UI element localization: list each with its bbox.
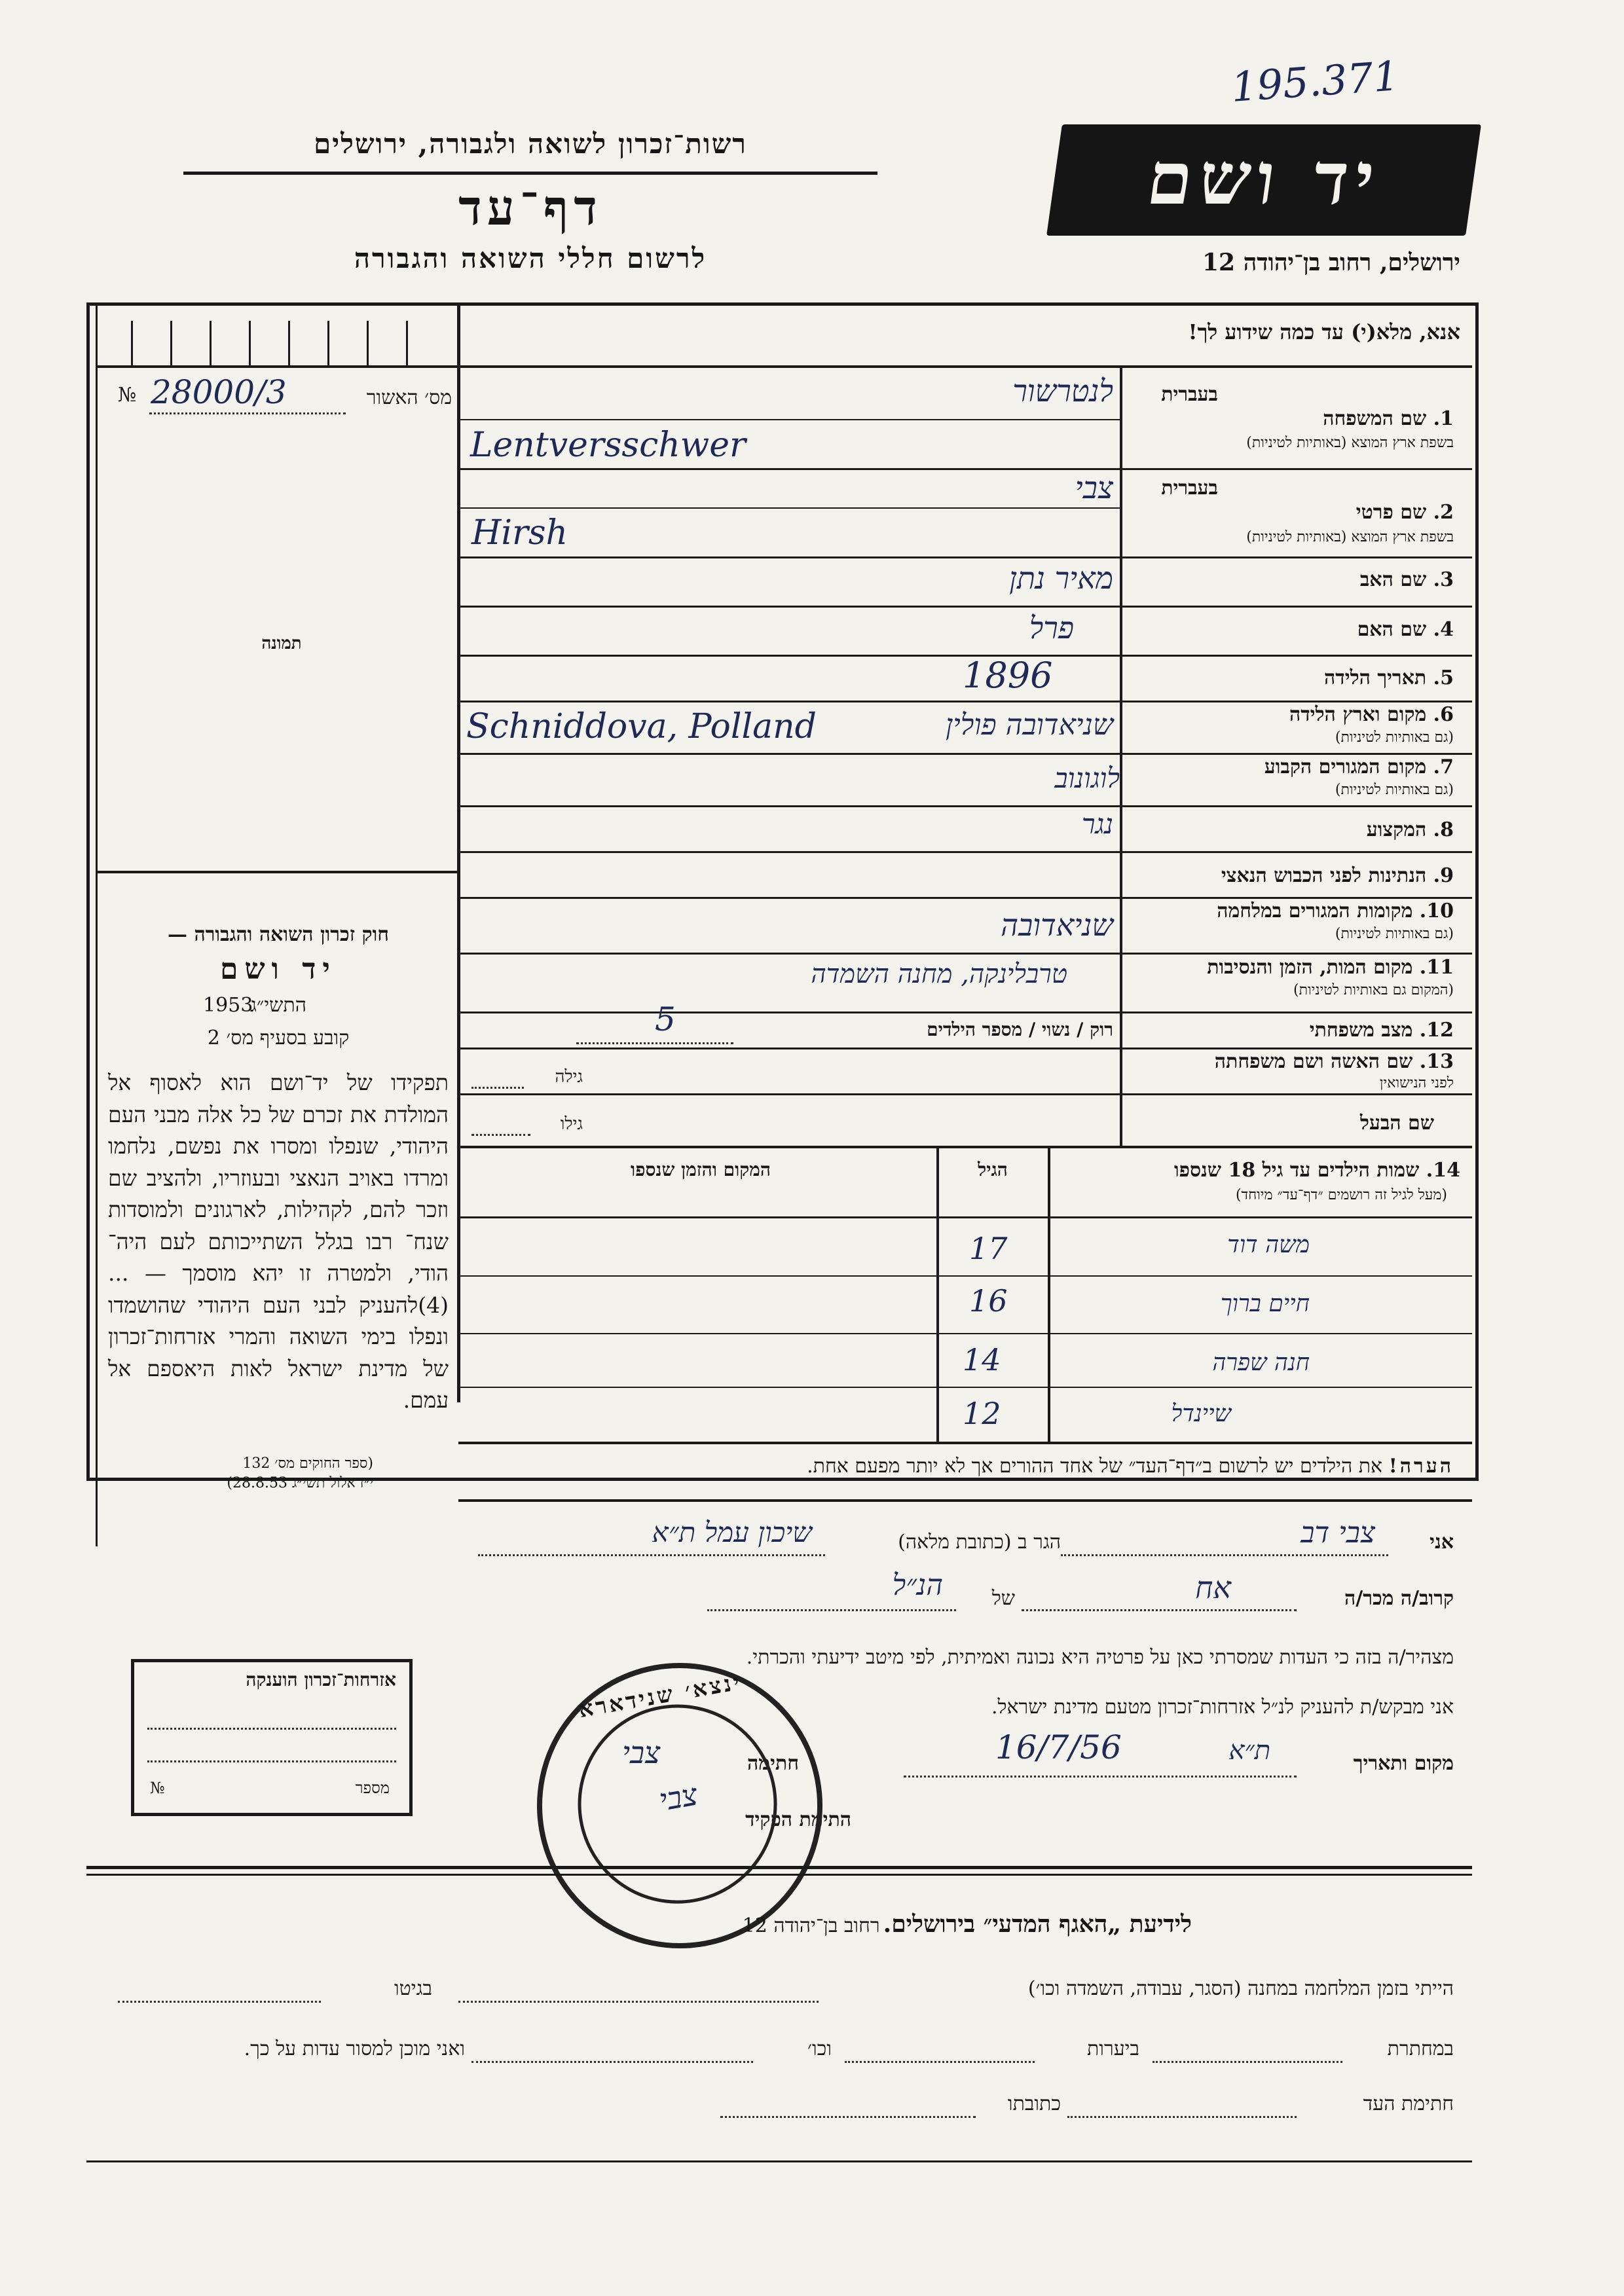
children-col-age-header: הגיל [978, 1159, 1008, 1180]
field6-latin-note: (גם באותיות לטיניות) [1335, 729, 1454, 746]
tick-mark [170, 321, 172, 367]
top-instruction: אנא, מלא(י) עד כמה שידוע לך! [1188, 319, 1460, 344]
field2-latin-value: Hirsh [471, 513, 568, 553]
law-logo: יד ושם [220, 953, 337, 986]
scientific-line2-dotline-b [845, 2061, 1035, 2063]
row-line [458, 953, 1472, 955]
note-bottom-line [458, 1499, 1472, 1502]
husband-label: שם הבעל [1359, 1112, 1434, 1135]
field12-children-value: 5 [655, 1000, 676, 1038]
scientific-line2-c: וכו׳ [807, 2037, 832, 2060]
relative-label: קרוב/ה מכר/ה [1344, 1587, 1454, 1610]
law-title: חוק זכרון השואה והגבורה — [168, 923, 389, 946]
scientific-line1-a: הייתי בזמן המלחמה במחנה (הסגר, עבודה, השמדה וכו׳) [1027, 1977, 1454, 2000]
row-line [458, 851, 1472, 853]
stamp-text: ינצא׳ שנידארא [576, 1669, 745, 1724]
approval-number: 28000/3 [151, 373, 287, 411]
official-signature-label: התימת הפקיד [745, 1808, 851, 1831]
children-row-line [458, 1333, 1472, 1334]
place-date-dotline [904, 1776, 1297, 1777]
lang-hebrew-2: בעברית [1161, 477, 1218, 500]
sub-line [458, 507, 1121, 509]
scientific-line2-dotline-c [471, 2061, 753, 2063]
row-line [458, 1093, 1472, 1095]
note-row [471, 1455, 1454, 1478]
signature-label: חתימה [747, 1752, 799, 1775]
stamp-center: צבי [656, 1776, 701, 1818]
declarant-address-dotline [478, 1554, 825, 1556]
note-label: הערה! [1388, 1455, 1454, 1478]
scientific-line2-d: ואני מוכן למסור עדות על כך. [244, 2037, 465, 2060]
age-wife-dotline [471, 1087, 524, 1089]
relation-value: אח [1195, 1570, 1231, 1605]
field7-label: 7. מקום המגורים הקבוע [1264, 756, 1454, 778]
field4-label: 4. שם האם [1357, 618, 1454, 641]
child-name: שיינדל [1171, 1400, 1231, 1427]
age-husband-dotline [471, 1134, 530, 1136]
scientific-title: לידיעת „האגף המדעי״ בירושלים. [883, 1910, 1192, 1938]
field7-latin-note: (גם באותיות לטיניות) [1335, 782, 1454, 798]
bottom-border [86, 2160, 1472, 2162]
declarant-name-value: צבי דב [1301, 1516, 1375, 1550]
tick-mark [406, 321, 408, 367]
of-dotline [707, 1609, 956, 1611]
top-instruction-line [458, 365, 1472, 368]
row-line [458, 556, 1472, 558]
field10-value: שניאדובה [1001, 907, 1113, 943]
citizenship-dotline [147, 1760, 396, 1762]
scientific-line1-dotline [458, 2001, 819, 2003]
children-col-name [1048, 1147, 1050, 1442]
lang-origin-2: בשפת ארץ המוצא (באותיות לטיניות) [1246, 529, 1454, 545]
approval-label: מס׳ האשור [366, 386, 452, 409]
request-text: אני מבקש/ת להעניק לנ״ל אזרחות־זכרון מטעם מדינת ישראל. [991, 1696, 1454, 1719]
scientific-line2-b: ביערות [1086, 2037, 1139, 2060]
field13-note: לפני הנישואין [1379, 1075, 1454, 1091]
field2-hebrew-value: צבי [1075, 470, 1113, 505]
law-clause: קובע בסעיף מס׳ 2 [207, 1027, 350, 1049]
child-age: 16 [969, 1283, 1008, 1319]
field1-hebrew-value: לנטרשור [1012, 373, 1113, 409]
field10-latin-note: (גם באותיות לטיניות) [1335, 926, 1454, 942]
scientific-line3-b: כתובתו [1007, 2092, 1061, 2115]
section-divider [86, 1866, 1472, 1869]
children-col-place-header: המקום והזמן שנספו [631, 1159, 771, 1180]
tick-mark [131, 321, 133, 367]
lang-hebrew-1: בעברית [1161, 383, 1218, 406]
of-value: הנ״ל [892, 1569, 943, 1602]
field3-value: מאיר נתן [1009, 560, 1113, 596]
photo-box-bottom [97, 871, 458, 873]
approval-dotline [149, 412, 346, 414]
institution-underline [183, 172, 877, 175]
tick-mark [327, 321, 329, 367]
field1-latin-value: Lentversschwer [470, 426, 746, 465]
approval-prefix: № [118, 384, 137, 407]
tick-mark [249, 321, 251, 367]
field7-value: לוגונוב [1054, 762, 1120, 794]
citizenship-dotline [147, 1728, 396, 1730]
logo-text: יד ושם [1141, 136, 1386, 221]
field11-value: טרבלינקה, מחנה השמדה [811, 959, 1067, 989]
field10-label: 10. מקומות המגורים במלחמה [1217, 900, 1454, 922]
age-label-husband: גילו [560, 1114, 583, 1134]
children-title-note: (מעל לגיל זה רושמים ״דף־עד״ מיוחד) [1235, 1187, 1447, 1203]
scientific-line1-b: בגיטו [394, 1977, 432, 2000]
photo-label: תמונה [261, 634, 302, 653]
row-line [458, 606, 1472, 608]
field11-label: 11. מקום המות, הזמן והנסיבות [1207, 956, 1454, 979]
place-date-label: מקום ותאריך [1353, 1752, 1454, 1775]
place-value: ת״א [1228, 1736, 1270, 1766]
field11-note: (המקום גם באותיות לטיניות) [1293, 982, 1454, 998]
children-title: 14. שמות הילדים עד גיל 18 שנספו [1173, 1159, 1460, 1182]
field13-label: 13. שם האשה ושם משפחתה [1214, 1050, 1454, 1073]
field6-label: 6. מקום וארץ הלידה [1289, 703, 1454, 726]
yad-vashem-logo [1046, 124, 1481, 236]
child-name: חנה שפרה [1212, 1349, 1310, 1376]
row-line [458, 468, 1472, 470]
field5-value: 1896 [963, 655, 1053, 696]
declarant-name-dotline [1061, 1554, 1388, 1556]
field3-label: 3. שם האב [1359, 568, 1454, 591]
tick-mark [288, 321, 290, 367]
field6-hebrew-value: שניאדובה פולין [946, 708, 1113, 742]
law-text: תפקידו של יד־ושם הוא לאסוף אל המולדת את זכרם של כל אלה מבני העם היהודי, שנפלו ומסרו את נפשם, נלחמו ומרדו באויב הנאצי ובעוזריו, ולהציב שם וזכר להם, לקהילות, לארגונים ולמוסדות שנח־ רבו בגלל השתייכותם לעם היה־ הודי, ולמטרה זו יהא מוסמך — ...(4)להעניק לבני העם היהודי שהושמדו ונפלו בימי השואה והמרי אזרחות־זכרון של מדינת ישראל לאות היאספם אל עמם. [108, 1070, 449, 1413]
row-line [458, 1048, 1472, 1049]
law-year-he: התשי״ג [250, 994, 306, 1017]
scientific-line3-a: חתימת העד [1363, 2092, 1454, 2115]
child-name: חיים ברוך [1220, 1290, 1310, 1317]
relation-dotline [1022, 1609, 1297, 1611]
field12-label: 12. מצב משפחתי [1309, 1019, 1454, 1042]
declarant-address-value: שיכון עמל ת״א [652, 1516, 812, 1548]
child-age: 12 [963, 1396, 1001, 1431]
children-header-line [458, 1216, 1472, 1218]
field2-label: 2. שם פרטי [1356, 501, 1454, 524]
children-row-line [458, 1387, 1472, 1388]
field4-value: פרל [1029, 610, 1074, 646]
note-top-line [458, 1442, 1472, 1444]
citizenship-box-title: אזרחות־זכרון הוענקה [246, 1669, 396, 1690]
scientific-address: רחוב בן־יהודה 12 [742, 1914, 880, 1937]
scientific-heading [458, 1910, 1192, 1938]
declarant-resides-label: הגר ב (כתובת מלאה) [898, 1531, 1061, 1554]
field5-label: 5. תאריך הלידה [1324, 666, 1454, 689]
field12-options: רוק / נשוי / מספר הילדים [927, 1019, 1113, 1040]
field8-value: נגר [1081, 808, 1113, 840]
sub-line [458, 419, 1121, 420]
law-footnote-1: (ספר החוקים מס׳ 132 [242, 1455, 373, 1472]
row-line [458, 805, 1472, 807]
row-line [458, 753, 1472, 755]
section-divider [86, 1874, 1472, 1876]
citizenship-number-prefix: № [150, 1779, 165, 1797]
declaration-text: מצהיר/ה בזה כי העדות שמסרתי כאן על פרטיה היא נכונה ואמיתית, לפי מיטב ידיעתי והכרתי. [746, 1646, 1454, 1669]
field9-label: 9. הנתינות לפני הכבוש הנאצי [1221, 864, 1454, 887]
note-text: את הילדים יש לרשום ב״דף־העד״ של אחד ההורים אך לא יותר מפעם אחת. [807, 1455, 1383, 1478]
of-label: של [991, 1587, 1015, 1610]
age-label-wife: גילה [555, 1067, 583, 1087]
tick-mark [210, 321, 212, 367]
field12-dotline [576, 1042, 733, 1044]
declarant-ani: אני [1430, 1531, 1454, 1554]
field1-label: 1. שם המשפחה [1323, 407, 1454, 430]
field6-latin-value: Schniddova, Polland [466, 707, 817, 746]
row-line [458, 1011, 1472, 1013]
child-age: 17 [969, 1231, 1008, 1266]
signature-value: צבי [622, 1735, 661, 1770]
record-number: 195.371 [1229, 52, 1401, 111]
row-line [458, 701, 1472, 702]
scientific-line3-dotline-b [720, 2116, 976, 2118]
scientific-line2-a: במחתרת [1387, 2037, 1454, 2060]
lang-origin-1: בשפת ארץ המוצא (באותיות לטיניות) [1246, 435, 1454, 451]
date-value: 16/7/56 [995, 1728, 1122, 1766]
label-column-divider [1120, 367, 1122, 1146]
scientific-line1-dotline-b [118, 2001, 321, 2003]
child-age: 14 [963, 1342, 1001, 1377]
citizenship-number-label: מספר [355, 1779, 390, 1797]
scientific-line2-dotline-a [1153, 2061, 1342, 2063]
inner-left-border [96, 302, 98, 1546]
children-row-line [458, 1275, 1472, 1277]
scientific-line3-dotline-a [1067, 2116, 1297, 2118]
tick-mark [367, 321, 369, 367]
law-year: 1953 [203, 994, 253, 1017]
form-subtitle: לרשום חללי השואה והגבורה [354, 242, 707, 274]
child-name: משה דוד [1227, 1231, 1310, 1258]
citizenship-box [131, 1659, 413, 1816]
institution-name: רשות־זכרון לשואה ולגבורה, ירושלים [314, 128, 747, 160]
law-footnote-2: י״ז אלול תשי״ג 28.8.53) [227, 1475, 373, 1491]
tick-row-line [97, 365, 458, 368]
field8-label: 8. המקצוע [1366, 818, 1454, 841]
row-line [458, 897, 1472, 899]
header-address: ירושלים, רחוב בן־יהודה 12 [1202, 249, 1460, 276]
form-title: דף־עד [458, 180, 602, 236]
children-col-age [936, 1147, 939, 1442]
row-line [458, 1146, 1472, 1148]
